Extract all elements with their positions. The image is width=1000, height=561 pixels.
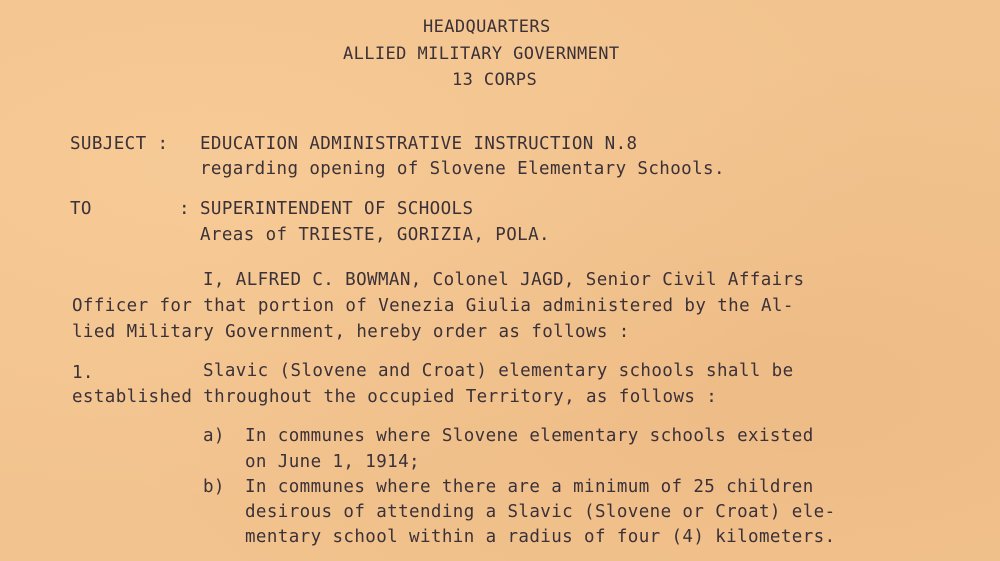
intro-line-3: lied Military Government, hereby order as follows :: [72, 322, 630, 342]
to-line-2: Areas of TRIESTE, GORIZIA, POLA.: [200, 225, 550, 245]
item-1-line-2: established throughout the occupied Territory, as follows :: [72, 387, 718, 407]
subitem-b-label: b): [203, 477, 225, 497]
intro-line-2: Officer for that portion of Venezia Giulia administered by the Al-: [72, 296, 794, 316]
header-line-2: ALLIED MILITARY GOVERNMENT: [343, 44, 620, 64]
to-line-1: SUPERINTENDENT OF SCHOOLS: [200, 199, 474, 219]
item-1-line-1: Slavic (Slovene and Croat) elementary schools shall be: [203, 361, 794, 381]
subitem-a-label: a): [203, 426, 225, 446]
header-line-1: HEADQUARTERS: [423, 17, 551, 37]
subject-line-2: regarding opening of Slovene Elementary Schools.: [200, 159, 725, 179]
subject-line-1: EDUCATION ADMINISTRATIVE INSTRUCTION N.8: [200, 134, 638, 154]
to-label: TO: [70, 199, 92, 219]
subitem-a-line-2: on June 1, 1914;: [245, 452, 420, 472]
subitem-b-line-1: In communes where there are a minimum of 25 children: [245, 477, 814, 497]
header-line-3: 13 CORPS: [452, 70, 538, 90]
to-colon: :: [179, 199, 190, 219]
item-1-number: 1.: [72, 363, 94, 383]
subitem-b-line-2: desirous of attending a Slavic (Slovene or Croat) ele-: [245, 502, 836, 522]
subitem-a-line-1: In communes where Slovene elementary schools existed: [245, 426, 814, 446]
subitem-b-line-3: mentary school within a radius of four (4) kilometers.: [245, 527, 836, 547]
intro-line-1: I, ALFRED C. BOWMAN, Colonel JAGD, Senior Civil Affairs: [203, 270, 805, 290]
subject-label: SUBJECT :: [70, 134, 169, 154]
